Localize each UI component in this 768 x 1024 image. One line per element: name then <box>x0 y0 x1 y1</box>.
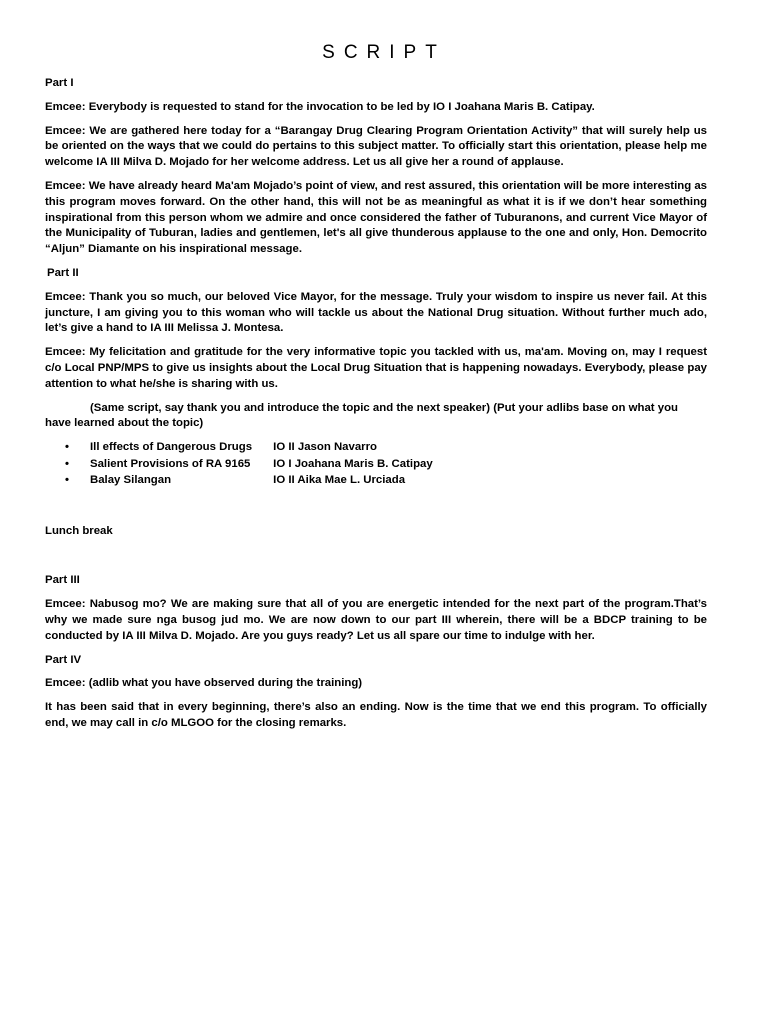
bullet-icon: • <box>65 441 69 454</box>
bullet-icon: • <box>65 457 69 470</box>
part-2-heading: Part II <box>47 266 79 279</box>
part-2-paragraph-2: Emcee: My felicitation and gratitude for the very informative topic you tackled with us, ma'am. Moving on, may I request c/o Local PNP/MPS to give us insights about the Local Drug Situation that is happening nowadays. Everybody, please pay attention to what he/she is sharing with us. <box>45 346 707 390</box>
topic-list <box>45 440 707 490</box>
part-3-paragraph-1: Emcee: Nabusog mo? We are making sure that all of you are energetic intended for the next part of the program.That’s why we made sure nga busog jud mo. We are now down to our part III wherein, there will be a BDCP training to be conducted by IA III Milva D. Mojado. Are you guys ready? Let us all spare our time to indulge with her. <box>45 598 707 642</box>
part-4-paragraph-2: It has been said that in every beginning, there’s also an ending. Now is the time that we end this program. To officially end, we may call in c/o MLGOO for the closing remarks. <box>45 701 707 730</box>
part-1-heading: Part I <box>45 77 74 89</box>
part-4-heading: Part IV <box>45 653 82 666</box>
lunch-break-label: Lunch break <box>45 524 113 537</box>
list-item <box>45 473 707 490</box>
part-2-instruction-note: (Same script, say thank you and introduce the topic and the next speaker) (Put your adlibs base on what you have learned about the topic) <box>45 401 679 430</box>
topic-speaker: IO I Joahana Maris B. Catipay <box>273 457 433 470</box>
topic-speaker: IO II Aika Mae L. Urciada <box>273 474 406 487</box>
topic-title: Balay Silangan <box>90 474 172 487</box>
part-1-paragraph-3: Emcee: We have already heard Ma'am Mojado’s point of view, and rest assured, this orientation will be more interesting as this program moves forward. On the other hand, this will not be as meaningful as what it is if we don’t hear something inspirational from this person whom we admire and once considered the father of Tuburanons, and current Vice Mayor of the Municipality of Tuburan, ladies and gentlemen, let's all give thunderous applause to the one and only, Hon. Democrito “Aljun” Diamante on his inspirational message. <box>45 179 707 256</box>
part-3-heading: Part III <box>45 574 80 587</box>
part-1-paragraph-1: Emcee: Everybody is requested to stand for the invocation to be led by IO I Joahana Maris B. Catipay. <box>45 100 595 113</box>
bullet-icon: • <box>65 474 69 487</box>
part-4-paragraph-1: Emcee: (adlib what you have observed during the training) <box>45 677 363 690</box>
topic-title: Salient Provisions of RA 9165 <box>90 457 251 470</box>
topic-title: Ill effects of Dangerous Drugs <box>90 441 253 454</box>
list-item <box>45 440 707 457</box>
part-2-paragraph-1: Emcee: Thank you so much, our beloved Vice Mayor, for the message. Truly your wisdom to inspire us never fail. At this juncture, I am giving you to this woman who will tackle us about the National Drug situation. Without further much ado, let’s give a hand to IA III Melissa J. Montesa. <box>45 290 707 335</box>
script-content <box>45 76 707 740</box>
topic-speaker: IO II Jason Navarro <box>273 441 377 454</box>
list-item <box>45 457 707 474</box>
part-1-paragraph-2: Emcee: We are gathered here today for a “Barangay Drug Clearing Program Orientation Activity” that will surely help us be oriented on the ways that we could do pertains to this subject matter. To officially start this orientation, please help me welcome IA III Milva D. Mojado for her welcome address. Let us all give her a round of applause. <box>45 124 707 169</box>
page-title: SCRIPT <box>322 42 446 63</box>
